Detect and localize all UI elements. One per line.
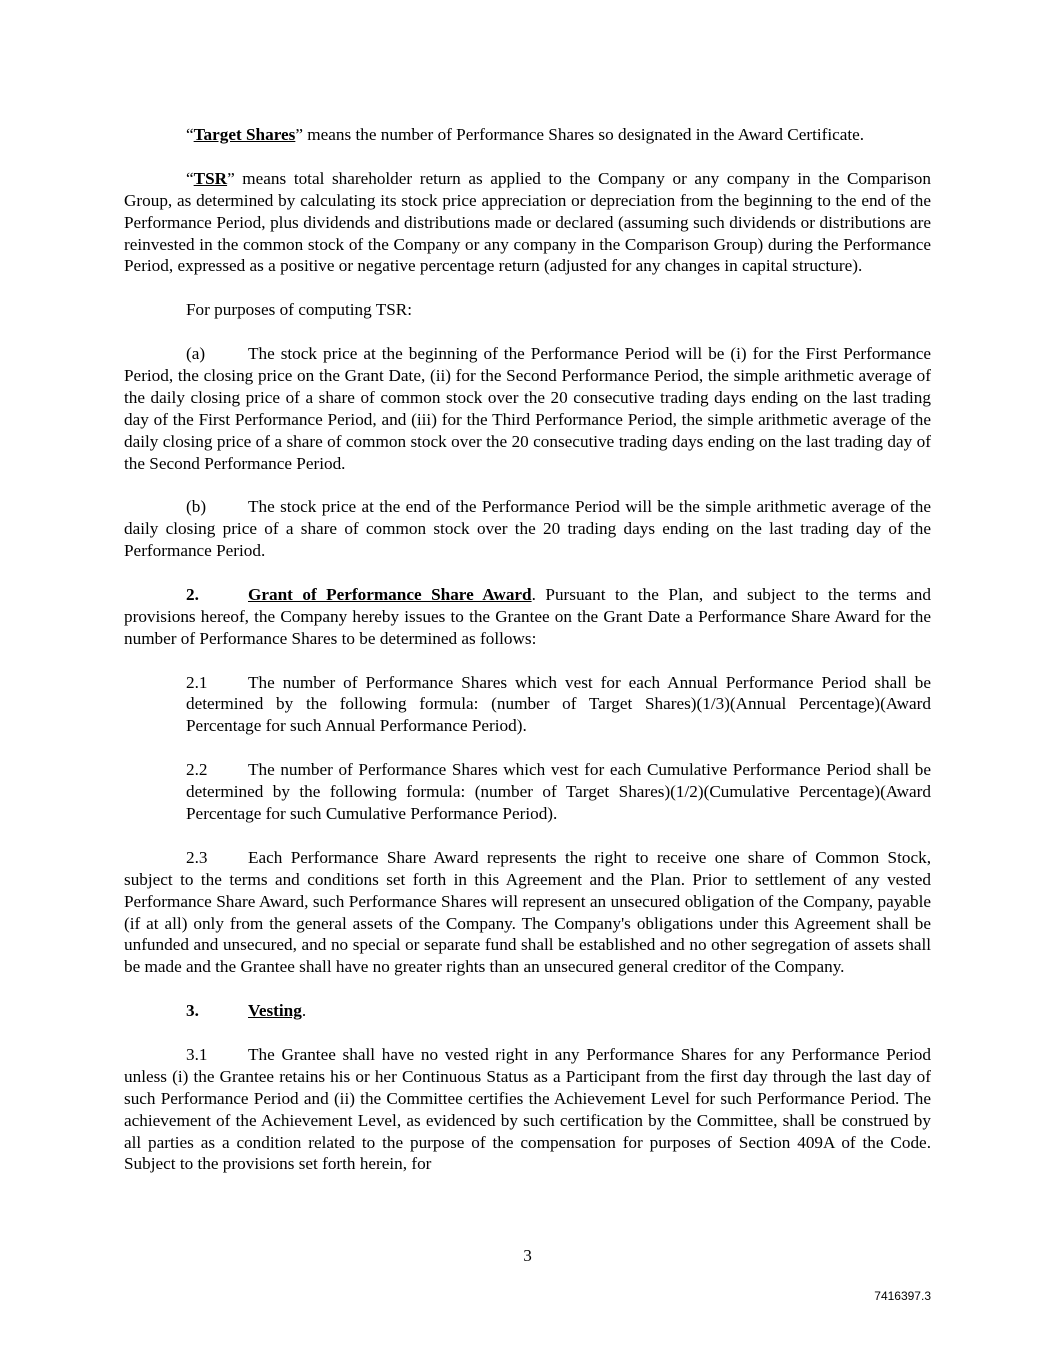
section-heading: Grant of Performance Share Award xyxy=(248,584,532,604)
defined-term: TSR xyxy=(193,168,228,188)
section-3-1 xyxy=(124,1044,931,1175)
clause-text: The stock price at the end of the Performance Period will be the simple arithmetic average of the daily closing price of a share of common stock over the 20 trading days ending on the last trading day of the Performance Period. xyxy=(124,497,931,561)
subsection-number: 3.1 xyxy=(186,1044,208,1064)
section-number: 2. xyxy=(186,584,199,604)
tsr-intro: For purposes of computing TSR: xyxy=(186,300,412,320)
definition-target-shares xyxy=(124,124,931,146)
section-text: . Pursuant to the Plan, and subject to the terms and provisions hereof, the Company hereby issues to the Grantee on the Grant Date a Performance Share Award for the number of Performance Shares to be determined as follows: xyxy=(124,584,931,648)
subsection-text: The number of Performance Shares which vest for each Annual Performance Period shall be determined by the following formula: (number of Target Shares)(1/3)(Annual Percentage)(Award Percentage for such Annual Performance Period). xyxy=(186,672,931,736)
open-quote: “ xyxy=(186,168,194,188)
subsection-number: 2.1 xyxy=(186,672,208,692)
clause-b xyxy=(124,496,931,562)
subsection-text: The number of Performance Shares which vest for each Cumulative Performance Period shall be determined by the following formula: (number of Target Shares)(1/2)(Cumulative Percentage)(Award Percentage for such Cumulative Performance Period). xyxy=(186,760,931,823)
definition-text: ” means total shareholder return as applied to the Company or any company in the Comparison Group, as determined by calculating its stock price appreciation or depreciation from the beginning to the end of the Performance Period, plus dividends and distributions made or declared (assuming such dividends or distributions are reinvested in the common stock of the Company or any company in the Comparison Group) during the Performance Period, expressed as a positive or negative percentage return (adjusted for any changes in capital structure). xyxy=(124,168,931,276)
section-2 xyxy=(124,584,931,650)
subsection-text: The Grantee shall have no vested right in any Performance Shares for any Performance Period unless (i) the Grantee retains his or her Continuous Status as a Participant from the first day through the last day of such Performance Period and (ii) the Committee certifies the Achievement Level for such Performance Period. The achievement of the Achievement Level, as evidenced by such certification by the Committee, shall be construed by all parties as a condition related to the purpose of the compensation for purposes of Section 409A of the Code. Subject to the provisions set forth herein, for xyxy=(124,1044,931,1174)
section-heading: Vesting xyxy=(248,1001,302,1021)
definition-tsr xyxy=(124,168,931,278)
page-number: 3 xyxy=(523,1246,532,1265)
section-3 xyxy=(124,1000,931,1022)
document-body xyxy=(124,124,931,1197)
section-2-1 xyxy=(186,672,931,738)
defined-term: Target Shares xyxy=(193,125,296,144)
clause-a xyxy=(124,343,931,474)
section-heading-suffix: . xyxy=(301,1001,307,1021)
document-id: 7416397.3 xyxy=(874,1289,931,1303)
subsection-number: 2.3 xyxy=(186,847,208,867)
clause-text: The stock price at the beginning of the Performance Period will be (i) for the First Performance Period, the closing price on the Grant Date, (ii) for the Second Performance Period, the simple arithmetic average of the daily closing price of a share of common stock over the 20 consecutive trading days ending on the last trading day of the First Performance Period, and (iii) for the Third Performance Period, the simple arithmetic average of the daily closing price of a share of common stock over the 20 consecutive trading days ending on the last trading day of the Second Performance Period. xyxy=(124,344,931,473)
section-number: 3. xyxy=(186,1001,199,1021)
section-2-3 xyxy=(124,847,931,978)
clause-number: (a) xyxy=(186,344,206,364)
subsection-number: 2.2 xyxy=(186,760,208,780)
definition-text: ” means the number of Performance Shares so designated in the Award Certificate. xyxy=(295,125,865,144)
clause-number: (b) xyxy=(186,497,207,517)
section-2-2 xyxy=(186,759,931,825)
subsection-text: Each Performance Share Award represents the right to receive one share of Common Stock, subject to the terms and conditions set forth in this Agreement and the Plan. Prior to settlement of any vested Performance Share Award, such Performance Shares will represent an unsecured obligation of the Company, payable (if at all) only from the general assets of the Company. The Company's obligations under this Agreement shall be unfunded and unsecured, and no special or separate fund shall be established and no other segregation of assets shall be made and the Grantee shall have no greater rights than an unsecured general creditor of the Company. xyxy=(124,847,931,977)
open-quote: “ xyxy=(186,125,194,144)
